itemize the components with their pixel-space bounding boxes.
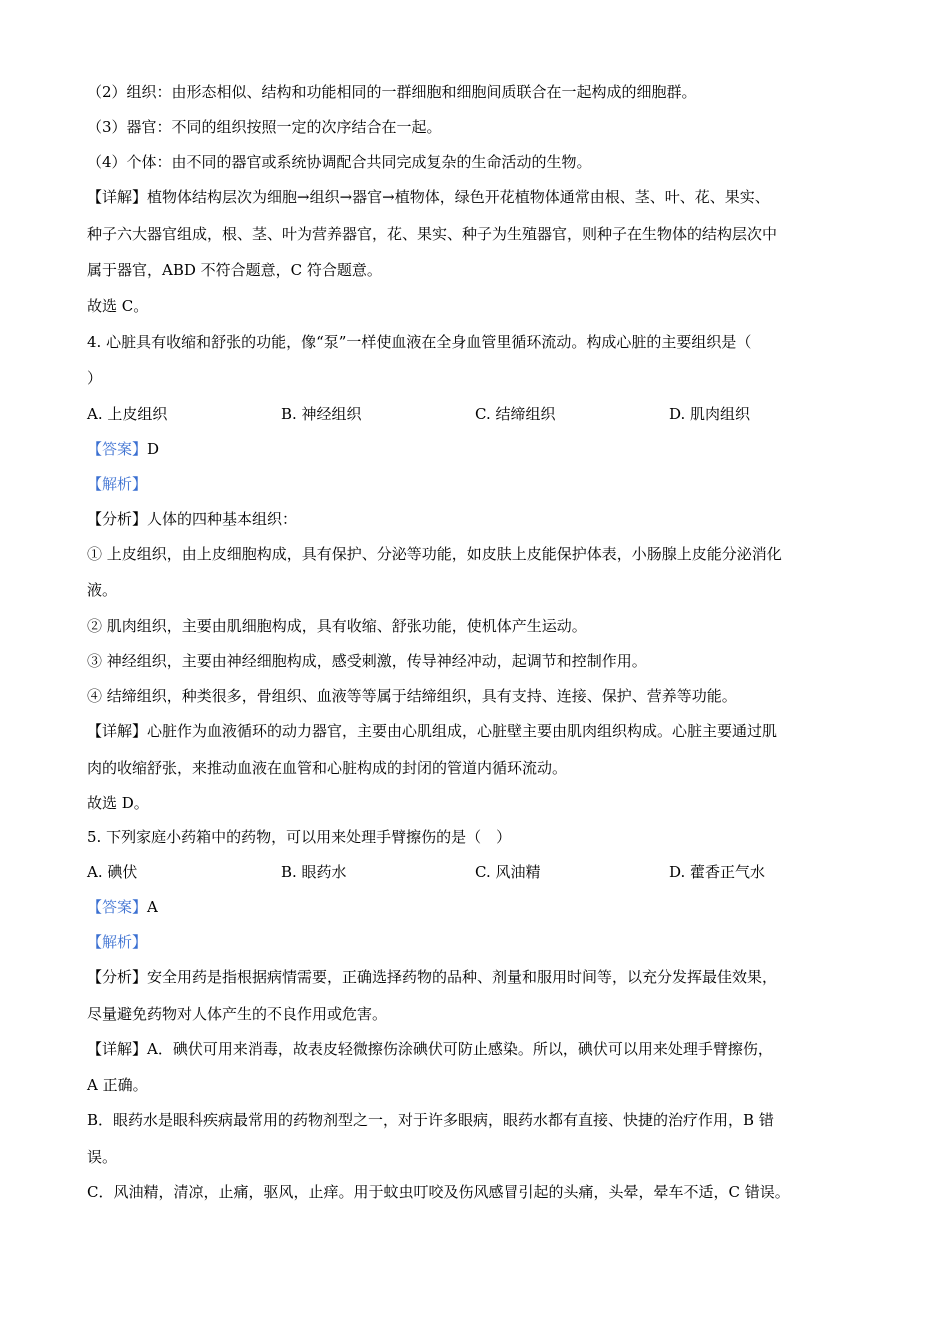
q4-option-a: A. 上皮组织 xyxy=(87,405,168,423)
q5-option-a: A. 碘伏 xyxy=(87,863,138,881)
text-line: 故选 C。 xyxy=(87,297,149,315)
text-line: ④ 结缔组织，种类很多，骨组织、血液等等属于结缔组织，具有支持、连接、保护、营养等功能。 xyxy=(87,687,737,705)
text-line: 故选 D。 xyxy=(87,794,149,812)
q4-option-b: B. 神经组织 xyxy=(281,405,362,423)
q4-answer xyxy=(87,439,159,459)
question-4-stem-cont: ） xyxy=(87,369,103,387)
text-line: 肉的收缩舒张，来推动血液在血管和心脏构成的封闭的管道内循环流动。 xyxy=(87,759,568,777)
text-line: 【分析】安全用药是指根据病情需要，正确选择药物的品种、剂量和服用时间等，以充分发挥最佳效果， xyxy=(87,968,778,986)
answer-value: A xyxy=(147,898,158,916)
text-line: 【详解】A．碘伏可用来消毒，故表皮轻微擦伤涂碘伏可防止感染。所以，碘伏可以用来处理手臂擦伤， xyxy=(87,1040,773,1058)
text-line: 【详解】心脏作为血液循环的动力器官，主要由心肌组成，心脏壁主要由肌肉组织构成。心脏主要通过肌 xyxy=(87,722,778,740)
answer-value: D xyxy=(147,440,160,458)
text-line: （3）器官：不同的组织按照一定的次序结合在一起。 xyxy=(87,118,442,136)
text-line: 种子六大器官组成，根、茎、叶为营养器官，花、果实、种子为生殖器官，则种子在生物体的结构层次中 xyxy=(87,225,778,243)
text-line: 【分析】人体的四种基本组织： xyxy=(87,510,298,528)
q5-option-d: D. 藿香正气水 xyxy=(669,863,766,881)
text-line: （2）组织：由形态相似、结构和功能相同的一群细胞和细胞间质联合在一起构成的细胞群。 xyxy=(87,83,697,101)
q5-answer xyxy=(87,897,158,917)
text-line: ① 上皮组织，由上皮细胞构成，具有保护、分泌等功能，如皮肤上皮能保护体表，小肠腺上皮能分泌消化 xyxy=(87,545,782,563)
question-5-stem: 5. 下列家庭小药箱中的药物，可以用来处理手臂擦伤的是（ ） xyxy=(87,828,512,846)
answer-tag: 【答案】 xyxy=(87,898,148,916)
q4-option-d: D. 肌肉组织 xyxy=(669,405,751,423)
text-line: B．眼药水是眼科疾病最常用的药物剂型之一，对于许多眼病，眼药水都有直接、快捷的治疗作用，B 错 xyxy=(87,1111,774,1129)
q4-option-c: C. 结缔组织 xyxy=(475,405,556,423)
text-line: ② 肌肉组织，主要由肌细胞构成，具有收缩、舒张功能，使机体产生运动。 xyxy=(87,617,587,635)
question-4-stem: 4. 心脏具有收缩和舒张的功能，像“泵”一样使血液在全身血管里循环流动。构成心脏的主要组织是（ xyxy=(87,333,752,351)
text-line: 尽量避免药物对人体产生的不良作用或危害。 xyxy=(87,1005,388,1023)
text-line: （4）个体：由不同的器官或系统协调配合共同完成复杂的生命活动的生物。 xyxy=(87,153,592,171)
text-line: C．风油精，清凉，止痛，驱风，止痒。用于蚊虫叮咬及伤风感冒引起的头痛，头晕，晕车不适，C 错误。 xyxy=(87,1183,790,1201)
q5-option-b: B. 眼药水 xyxy=(281,863,347,881)
q5-analysis-tag: 【解析】 xyxy=(87,933,148,951)
text-line: 误。 xyxy=(87,1148,118,1166)
q5-option-c: C. 风油精 xyxy=(475,863,541,881)
text-line: A 正确。 xyxy=(87,1076,148,1094)
text-line: 液。 xyxy=(87,581,118,599)
text-line: 属于器官，ABD 不符合题意，C 符合题意。 xyxy=(87,261,382,279)
q4-analysis-tag: 【解析】 xyxy=(87,475,148,493)
answer-tag: 【答案】 xyxy=(87,440,148,458)
text-line: 【详解】植物体结构层次为细胞→组织→器官→植物体，绿色开花植物体通常由根、茎、叶、花、果实、 xyxy=(87,188,770,206)
text-line: ③ 神经组织，主要由神经细胞构成，感受刺激，传导神经冲动，起调节和控制作用。 xyxy=(87,652,647,670)
